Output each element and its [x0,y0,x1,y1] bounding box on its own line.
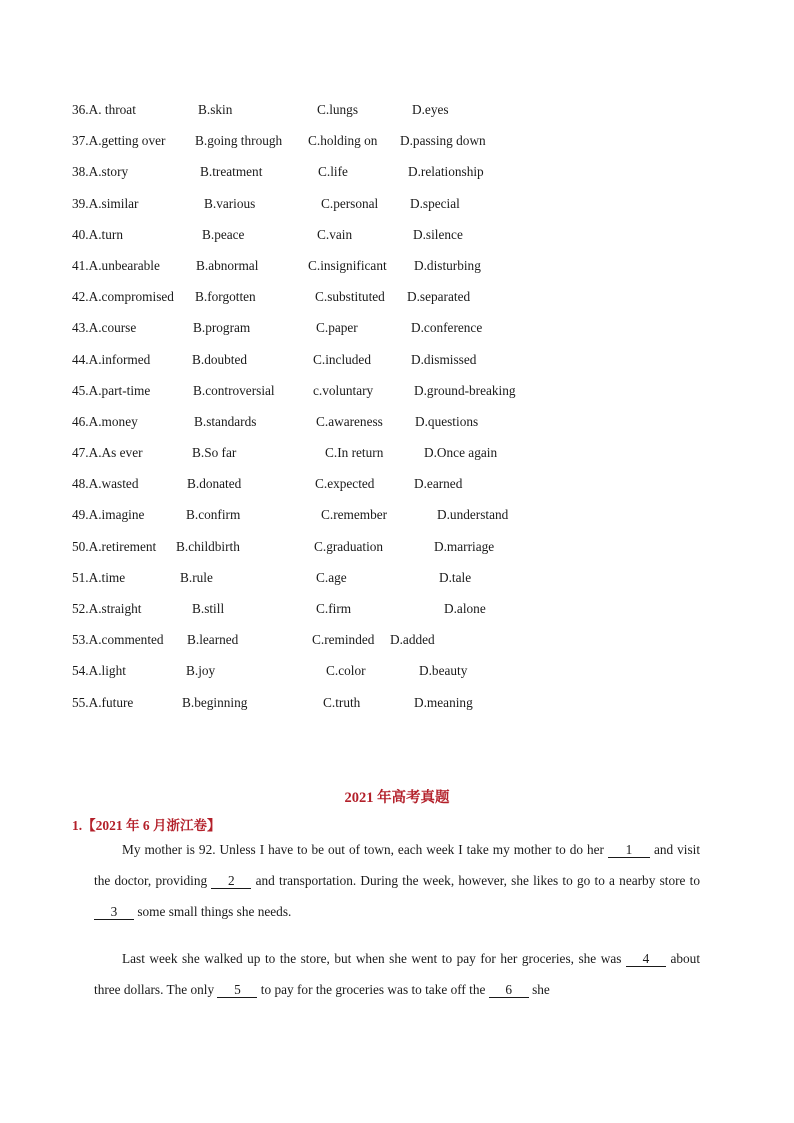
question-row [72,567,722,598]
option-c: C.insignificant [308,257,387,273]
option-d: D.meaning [414,694,473,710]
question-row [72,193,722,224]
option-a: 37.A.getting over [72,133,166,149]
option-a: 55.A.future [72,694,134,710]
passage-text: to pay for the groceries was to take off the [260,982,486,997]
option-b: B.doubted [192,351,248,367]
option-b: B.controversial [193,382,275,398]
option-b: B.donated [187,476,242,492]
passage-text: about three dollars. The only [94,951,701,997]
section-heading: 2021 年高考真题 [344,790,450,806]
option-b: B.program [193,320,251,336]
question-row [72,660,722,691]
option-b: B.childbirth [176,538,240,554]
question-row [72,161,722,192]
blank-5: 5 [217,982,257,998]
option-a: 45.A.part-time [72,382,151,398]
option-b: B.peace [202,226,245,242]
option-d: D.relationship [408,164,484,180]
option-d: D.beauty [419,663,468,679]
option-d: D.silence [413,226,463,242]
option-d: D.understand [437,507,509,523]
option-c: C.life [318,164,348,180]
option-a: 42.A.compromised [72,289,174,305]
option-c: C.graduation [314,538,384,554]
option-a: 41.A.unbearable [72,257,160,273]
option-c: C.holding on [308,133,378,149]
blank-4: 4 [626,951,666,967]
option-a: 53.A.commented [72,632,164,648]
option-a: 40.A.turn [72,226,123,242]
option-a: 52.A.straight [72,601,142,616]
option-b: B.forgotten [195,289,256,305]
option-c: C.color [326,663,366,679]
option-a: 49.A.imagine [72,507,145,523]
option-c: C.remember [321,507,388,523]
option-b: B.joy [186,663,216,679]
question-row [72,473,722,504]
question-row [72,692,722,723]
option-b: B.learned [187,632,239,648]
option-d: D.tale [439,569,472,585]
option-d: D.eyes [412,102,449,117]
option-a: 43.A.course [72,320,137,336]
option-a: 39.A.similar [72,195,139,211]
option-c: C.reminded [312,632,375,648]
question-row [72,99,722,130]
option-b: B.abnormal [196,257,259,273]
option-c: c.voluntary [313,382,374,398]
option-d: D.special [410,195,460,211]
option-c: C.vain [317,226,353,242]
question-row [72,224,722,255]
passage-text: Last week she walked up to the store, but when she went to pay for her groceries, she was [122,951,622,966]
option-b: B.still [192,601,225,616]
question-row [72,536,722,567]
option-b: B.So far [192,445,237,461]
option-a: 46.A.money [72,413,138,429]
answer-options-list [72,99,722,723]
option-d: D.Once again [424,445,498,461]
blank-3: 3 [94,904,134,920]
question-row [72,255,722,286]
option-b: B.treatment [200,164,263,180]
option-c: C.truth [323,694,361,710]
option-c: C.substituted [315,289,385,305]
question-row [72,629,722,660]
option-d: D.passing down [400,133,486,149]
question-row [72,380,722,411]
question-row [72,317,722,348]
option-c: C.age [316,569,347,585]
option-b: B.beginning [182,694,248,710]
option-c: C.In return [325,445,384,461]
question-row [72,598,722,629]
question-row [72,349,722,380]
option-a: 36.A. throat [72,102,136,117]
option-d: D.conference [411,320,483,336]
question-row [72,442,722,473]
option-d: D.questions [415,413,479,429]
option-b: B.rule [180,569,213,585]
blank-1: 1 [608,842,650,858]
option-a: 44.A.informed [72,351,151,367]
option-d: D.separated [407,289,471,305]
option-c: C.firm [316,601,352,616]
option-b: B.various [204,195,256,211]
option-c: C.lungs [317,102,359,117]
option-c: C.awareness [316,413,383,429]
option-a: 48.A.wasted [72,476,139,492]
option-d: D.alone [444,601,486,616]
option-d: D.ground-breaking [414,382,516,398]
option-a: 47.A.As ever [72,445,143,461]
source-label: 1.【2021 年 6 月浙江卷】 [72,818,221,833]
passage-text: My mother is 92. Unless I have to be out of town, each week I take my mother to do her [122,842,604,857]
option-c: C.paper [316,320,358,336]
question-row [72,411,722,442]
question-row [72,130,722,161]
question-row [72,286,722,317]
option-a: 50.A.retirement [72,538,157,554]
passage-paragraph-2 [94,943,700,1005]
option-d: D.marriage [434,538,495,554]
option-a: 51.A.time [72,569,126,585]
option-c: C.expected [315,476,375,492]
question-row [72,504,722,535]
option-c: C.personal [321,195,379,211]
option-d: D.dismissed [411,351,477,367]
option-a: 54.A.light [72,663,126,679]
option-b: B.standards [194,413,257,429]
passage-paragraph-1 [94,834,700,927]
option-b: B.going through [195,133,283,149]
option-b: B.confirm [186,507,241,523]
passage-text: and visit the doctor, providing [94,842,701,888]
option-d: D.disturbing [414,257,481,273]
option-b: B.skin [198,102,233,117]
passage-text: she [532,982,550,997]
blank-2: 2 [211,873,251,889]
option-d: D.added [390,632,435,648]
passage-text: and transportation. During the week, however, she likes to go to a nearby store to [255,873,700,888]
option-d: D.earned [414,476,463,492]
option-a: 38.A.story [72,164,129,180]
option-c: C.included [313,351,371,367]
passage-text: some small things she needs. [137,904,292,919]
blank-6: 6 [489,982,529,998]
